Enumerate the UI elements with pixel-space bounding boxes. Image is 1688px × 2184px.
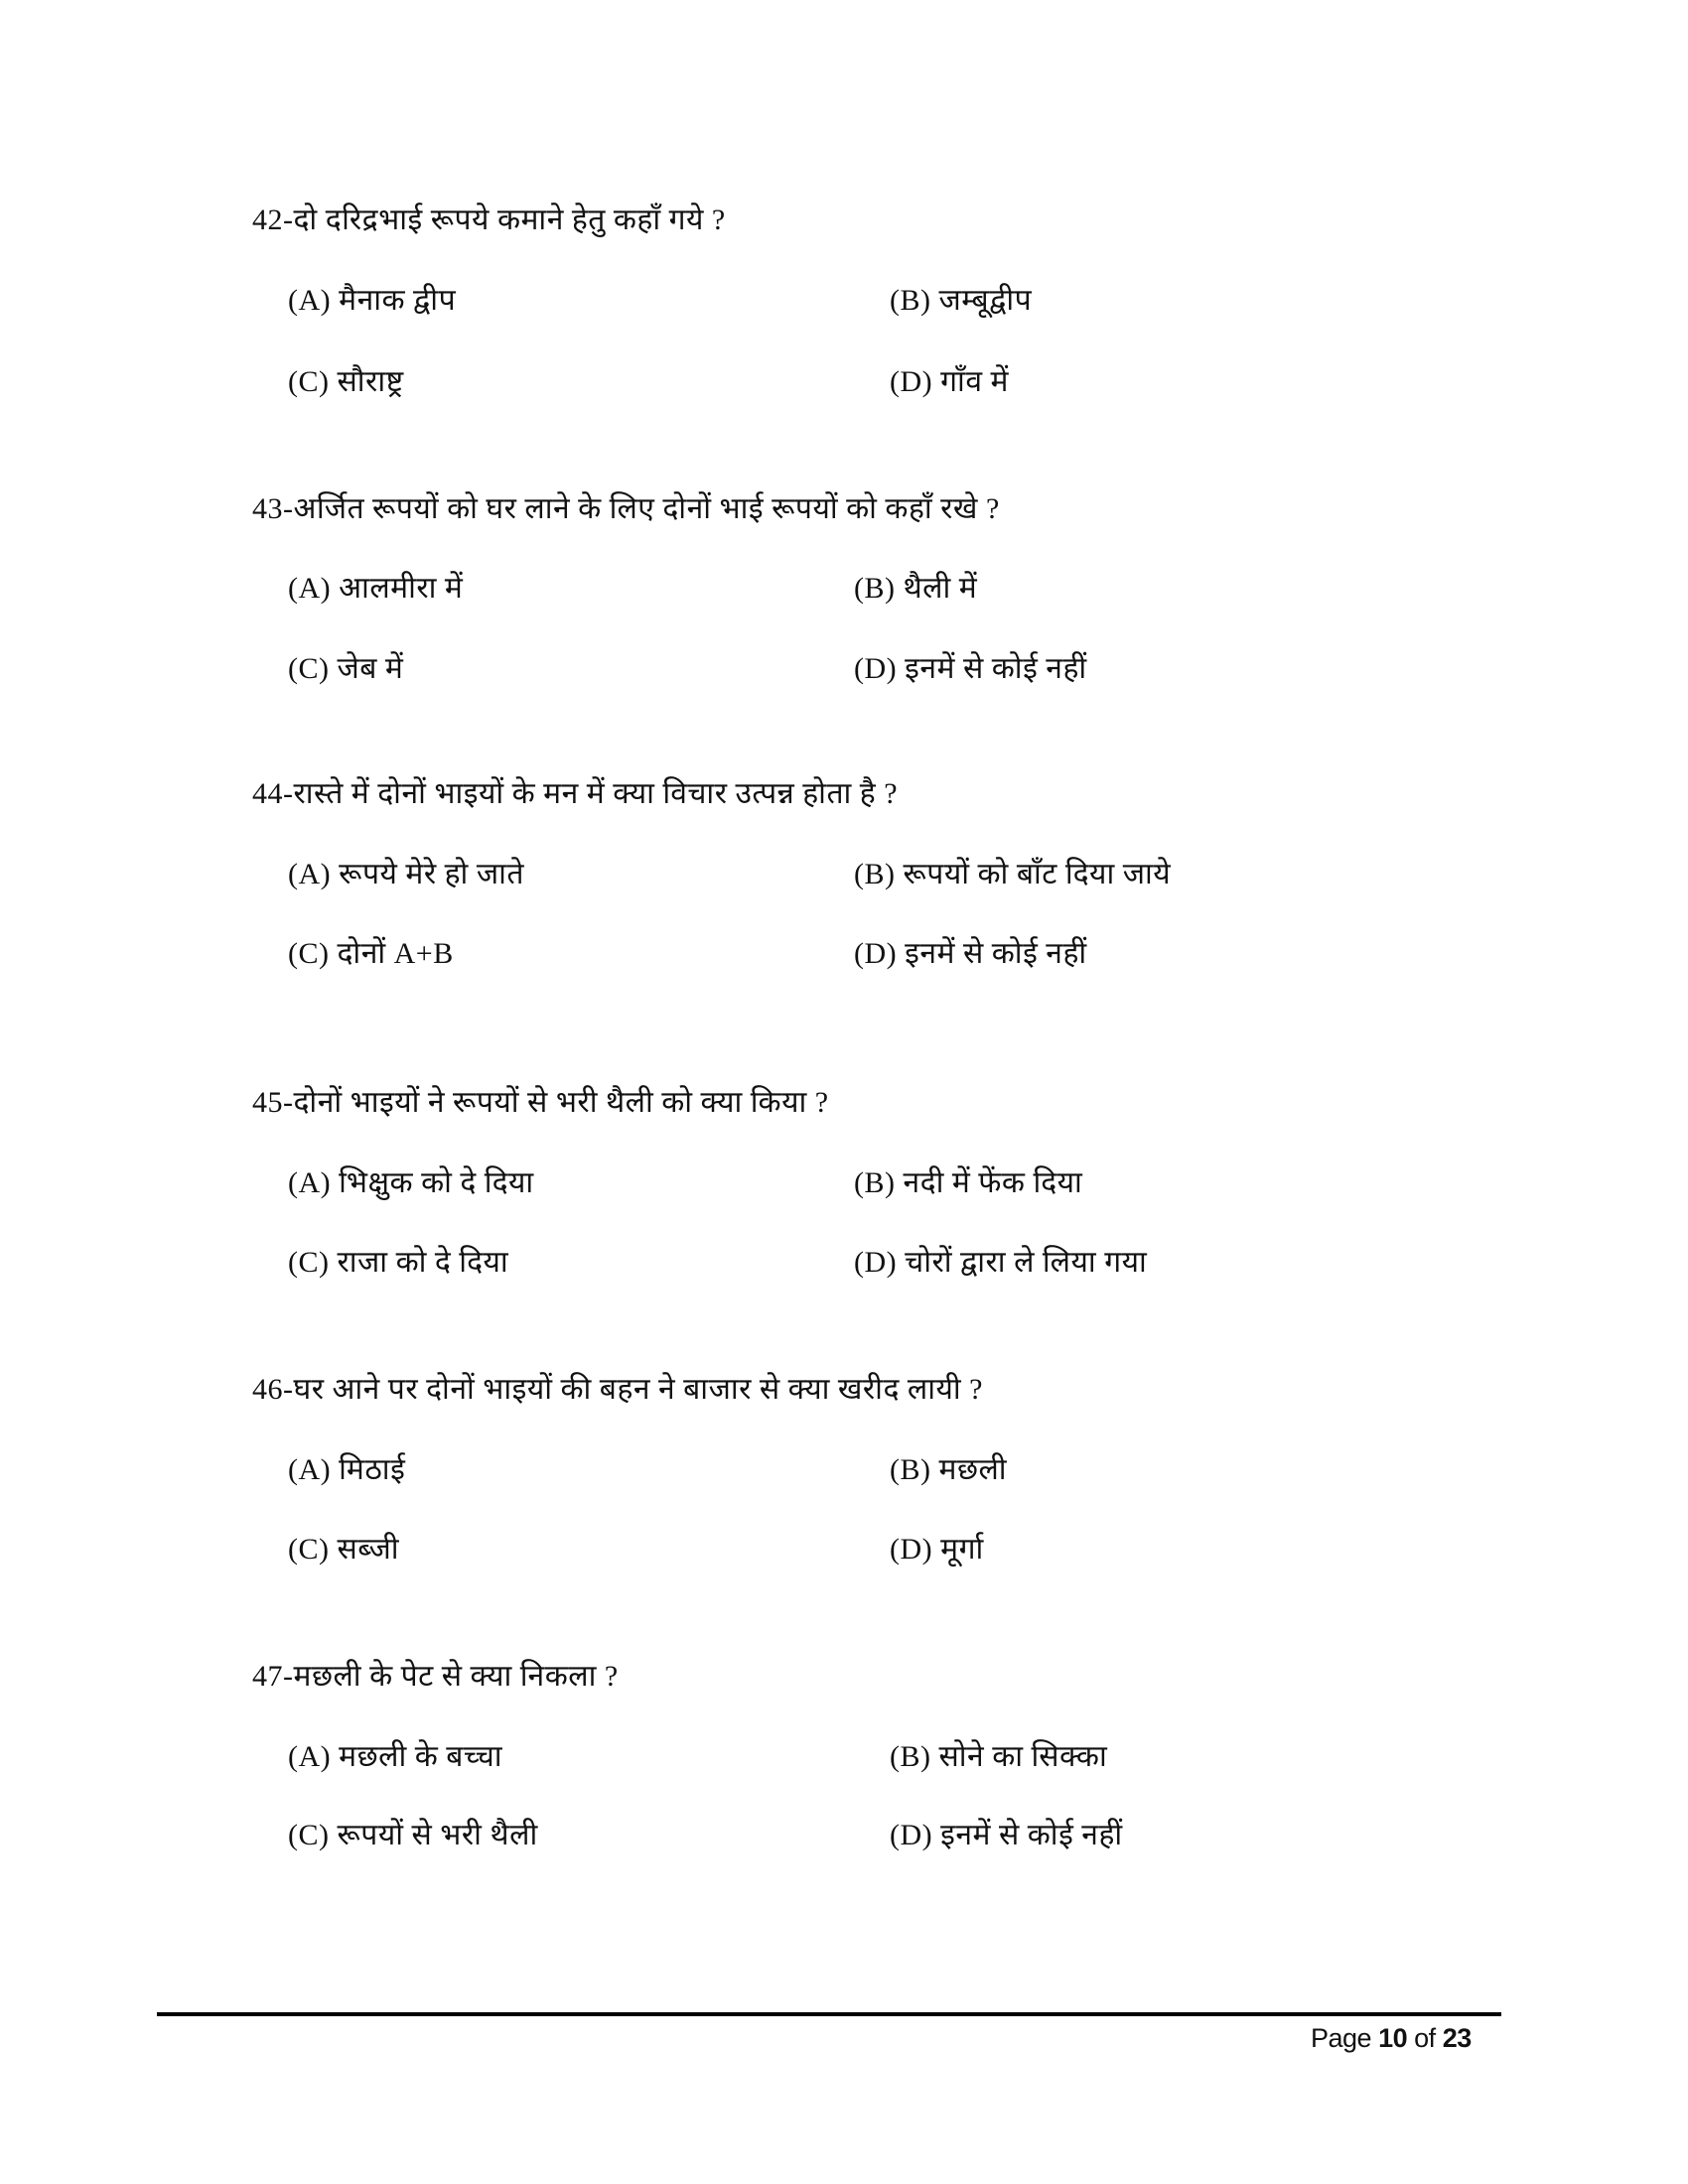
option-label: (C) [288, 1819, 330, 1851]
option-c [288, 1530, 399, 1570]
option-text: रूपयों से भरी थैली [337, 1819, 538, 1851]
option-b [890, 1450, 1007, 1490]
option-b [854, 569, 977, 609]
option-a [288, 855, 524, 894]
option-b [854, 1163, 1082, 1203]
question-number: 43- [252, 492, 294, 525]
page-word: Page [1311, 2023, 1372, 2053]
option-text: रूपयों को बाँट दिया जाये [903, 858, 1172, 890]
option-label: (A) [288, 858, 332, 890]
option-text: राजा को दे दिया [337, 1246, 509, 1279]
option-a [288, 1737, 502, 1777]
option-label: (B) [854, 858, 896, 890]
option-c [288, 362, 404, 402]
option-label: (B) [890, 1740, 931, 1773]
option-label: (C) [288, 1533, 330, 1566]
question-47 [252, 1657, 619, 1697]
option-text: मिठाई [339, 1453, 406, 1486]
option-label: (C) [288, 365, 330, 398]
option-text: दोनों A+B [337, 937, 454, 970]
total-pages: 23 [1442, 2023, 1472, 2053]
option-text: जेब में [337, 652, 404, 685]
option-text: थैली में [903, 572, 978, 605]
option-label: (C) [288, 937, 330, 970]
page-number [1311, 2021, 1472, 2055]
question-45 [252, 1083, 829, 1123]
option-d [854, 934, 1087, 974]
option-label: (A) [288, 1453, 332, 1486]
option-label: (C) [288, 1246, 330, 1279]
option-text: सब्जी [337, 1533, 400, 1566]
question-text: रास्ते में दोनों भाइयों के मन में क्या विचार उत्पन्न होता है ? [293, 777, 899, 810]
option-label: (A) [288, 284, 332, 317]
option-text: जम्बूद्वीप [938, 284, 1033, 317]
option-text: इनमें से कोई नहीं [905, 937, 1087, 970]
option-label: (B) [854, 1166, 896, 1199]
option-text: भिक्षुक को दे दिया [339, 1166, 534, 1199]
option-d [854, 649, 1087, 689]
option-text: गाँव में [940, 365, 1009, 398]
option-text: मछली [938, 1453, 1008, 1486]
option-label: (C) [288, 652, 330, 685]
question-text: दो दरिद्रभाई रूपये कमाने हेतु कहाँ गये ? [293, 204, 726, 236]
question-text: अर्जित रूपयों को घर लाने के लिए दोनों भाई रूपयों को कहाँ रखे ? [293, 492, 1000, 525]
option-text: सौराष्ट्र [337, 365, 404, 398]
option-label: (B) [890, 1453, 931, 1486]
option-a [288, 1163, 534, 1203]
option-d [890, 362, 1009, 402]
option-label: (D) [890, 1819, 933, 1851]
option-a [288, 1450, 405, 1490]
option-label: (A) [288, 572, 332, 605]
option-b [854, 855, 1171, 894]
question-44 [252, 774, 898, 814]
option-label: (B) [890, 284, 931, 317]
question-text: दोनों भाइयों ने रूपयों से भरी थैली को क्या किया ? [293, 1086, 829, 1119]
option-a [288, 281, 456, 321]
question-42 [252, 201, 726, 240]
option-text: नदी में फेंक दिया [903, 1166, 1083, 1199]
option-text: मैनाक द्वीप [339, 284, 457, 317]
option-text: इनमें से कोई नहीं [905, 652, 1087, 685]
option-label: (D) [890, 1533, 933, 1566]
current-page: 10 [1378, 2023, 1408, 2053]
option-d [854, 1243, 1147, 1283]
question-number: 47- [252, 1660, 294, 1693]
option-label: (A) [288, 1740, 332, 1773]
option-label: (D) [890, 365, 933, 398]
question-text: घर आने पर दोनों भाइयों की बहन ने बाजार से क्या खरीद लायी ? [293, 1373, 983, 1406]
option-d [890, 1530, 984, 1570]
question-number: 42- [252, 204, 294, 236]
footer-divider [157, 2012, 1501, 2016]
option-text: मूर्गा [940, 1533, 984, 1566]
question-number: 44- [252, 777, 294, 810]
option-d [890, 1816, 1123, 1855]
of-word: of [1414, 2023, 1436, 2053]
option-b [890, 281, 1032, 321]
option-label: (D) [854, 652, 898, 685]
question-text: मछली के पेट से क्या निकला ? [293, 1660, 619, 1693]
option-text: इनमें से कोई नहीं [940, 1819, 1123, 1851]
option-text: मछली के बच्चा [339, 1740, 503, 1773]
question-number: 46- [252, 1373, 294, 1406]
option-label: (B) [854, 572, 896, 605]
option-c [288, 1816, 538, 1855]
option-text: रूपये मेरे हो जाते [339, 858, 524, 890]
option-label: (A) [288, 1166, 332, 1199]
option-a [288, 569, 463, 609]
option-c [288, 649, 403, 689]
option-text: आलमीरा में [339, 572, 464, 605]
option-c [288, 934, 454, 974]
option-b [890, 1737, 1107, 1777]
option-text: सोने का सिक्का [938, 1740, 1108, 1773]
option-c [288, 1243, 508, 1283]
option-label: (D) [854, 1246, 898, 1279]
option-label: (D) [854, 937, 898, 970]
question-43 [252, 489, 1000, 529]
option-text: चोरों द्वारा ले लिया गया [905, 1246, 1148, 1279]
question-46 [252, 1370, 983, 1410]
question-number: 45- [252, 1086, 294, 1119]
